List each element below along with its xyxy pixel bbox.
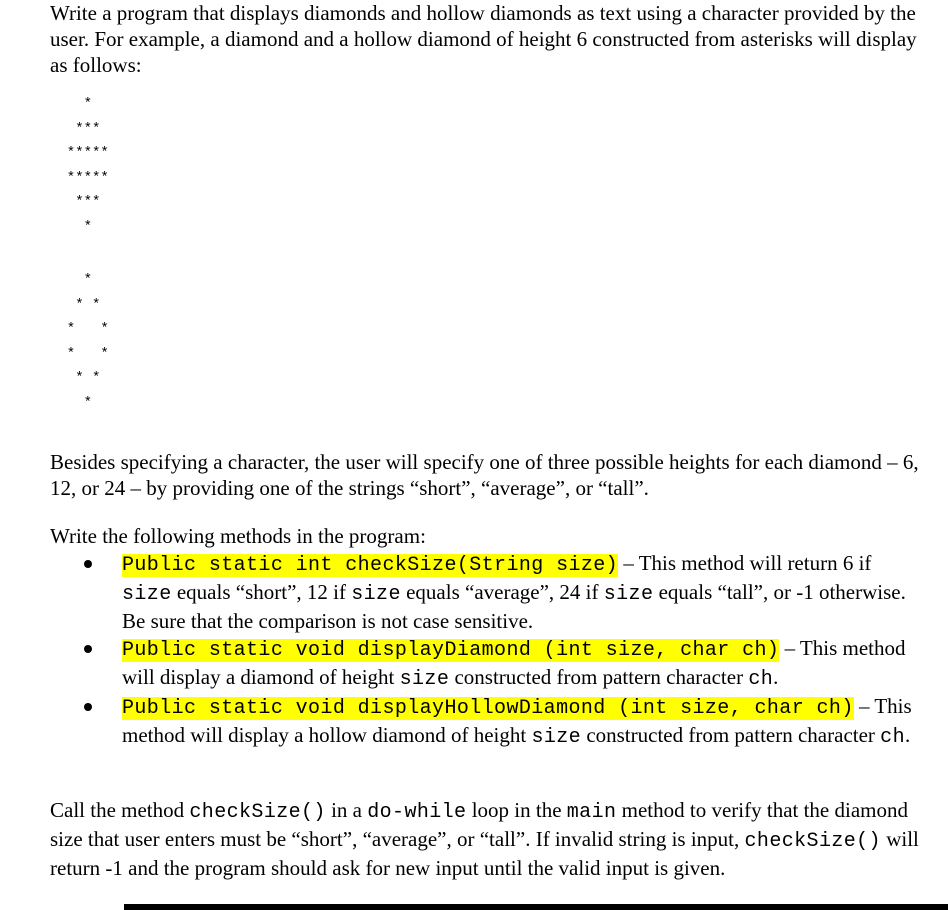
- methods-heading: Write the following methods in the program:: [50, 524, 426, 548]
- bottom-rule: [124, 904, 948, 910]
- closing-paragraph: [50, 797, 930, 881]
- method-description: constructed from pattern character: [581, 723, 881, 747]
- code-term: size: [603, 583, 654, 606]
- closing-text: Call the method: [50, 798, 190, 822]
- code-term: ch: [880, 726, 905, 749]
- code-term: ch: [748, 668, 774, 691]
- method-description: equals “average”, 24 if: [400, 580, 604, 604]
- code-term: checkSize(): [744, 830, 881, 853]
- hollow-diamond-example: * * * * * * * * * *: [66, 272, 109, 411]
- intro-paragraph: Write a program that displays diamonds and hollow diamonds as text using a character provided by the user. For example, a diamond and a hollow diamond of height 6 constructed from asterisks will display as follows:: [50, 1, 917, 77]
- method-description: – This method will display a hollow diamond of height: [122, 694, 912, 747]
- code-term: main: [566, 801, 617, 824]
- bullet-icon: [84, 703, 92, 711]
- method-description: equals “tall”, or -1 otherwise. Be sure that the comparison is not case sensitive.: [122, 580, 906, 633]
- method-item-displayhollowdiamond: [84, 693, 914, 751]
- method-description: – This method will display a diamond of height: [122, 636, 906, 689]
- diamond-example: * *** ***** ***** *** *: [66, 96, 109, 235]
- closing-text: will return -1 and the program should ask for new input until the valid input is given.: [50, 827, 919, 880]
- code-term: size: [531, 726, 582, 749]
- closing-text: loop in the: [466, 798, 567, 822]
- bullet-icon: [84, 560, 92, 568]
- method-description: – This method will return 6 if: [618, 551, 872, 575]
- code-term: size: [399, 668, 450, 691]
- method-signature: Public static int checkSize(String size): [122, 554, 619, 577]
- method-description: .: [904, 723, 911, 747]
- code-term: checkSize(): [189, 801, 326, 824]
- closing-text: method to verify that the diamond size that user enters must be “short”, “average”, or “tall”. If invalid string is input,: [50, 798, 908, 851]
- code-term: size: [122, 583, 172, 606]
- method-item-checksize: [84, 550, 914, 635]
- method-signature: Public static void displayDiamond (int size, char ch): [122, 639, 780, 662]
- method-item-displaydiamond: [84, 635, 914, 693]
- code-term: size: [351, 583, 401, 606]
- method-description: .: [773, 665, 779, 689]
- heights-paragraph: Besides specifying a character, the user will specify one of three possible heights for each diamond – 6, 12, or 24 – by providing one of the strings “short”, “average”, or “tall”.: [50, 450, 919, 500]
- code-term: do-while: [367, 801, 467, 824]
- method-description: equals “short”, 12 if: [171, 580, 352, 604]
- method-signature: Public static void displayHollowDiamond (int size, char ch): [122, 697, 854, 720]
- methods-list: [84, 550, 914, 751]
- bullet-icon: [84, 645, 92, 653]
- closing-text: in a: [325, 798, 368, 822]
- method-description: constructed from pattern character: [449, 665, 749, 689]
